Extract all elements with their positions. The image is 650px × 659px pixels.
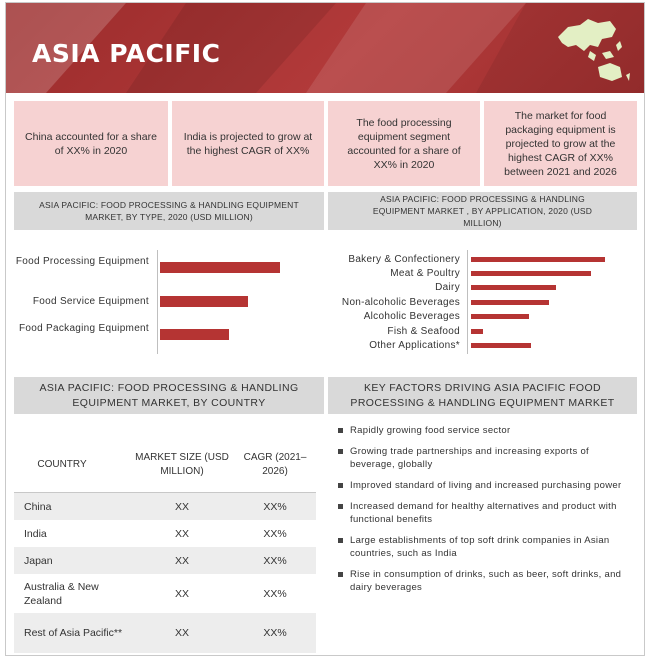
country-section-title: ASIA PACIFIC: FOOD PROCESSING & HANDLING EQUIPMENT MARKET, BY COUNTRY <box>14 377 324 414</box>
size-cell: XX <box>174 500 189 513</box>
list-item: Increased demand for healthy alternatives and product with functional benefits <box>336 500 632 526</box>
type-bar-food-processing <box>160 262 280 273</box>
header-market-size: MARKET SIZE (USD MILLION) <box>135 452 229 477</box>
type-chart-axis <box>157 250 158 354</box>
type-label-food-service: Food Service Equipment <box>32 296 149 307</box>
cagr-cell: XX% <box>263 587 287 600</box>
size-cell: XX <box>174 527 189 540</box>
app-label-non-alcoholic: Non-alcoholic Beverages <box>341 297 460 308</box>
highlight-card-china: China accounted for a share of XX% in 2020 <box>14 101 168 186</box>
country-table <box>14 438 316 653</box>
app-bar-meat <box>471 271 591 276</box>
app-label-bakery: Bakery & Confectionery <box>348 254 460 265</box>
country-cell: Australia & New Zealand <box>24 580 99 607</box>
asia-pacific-map-icon <box>554 15 634 87</box>
list-item: Rapidly growing food service sector <box>336 424 632 437</box>
app-bar-fish <box>471 329 483 334</box>
cagr-cell: XX% <box>263 527 287 540</box>
header-cagr: CAGR (2021–2026) <box>243 452 307 477</box>
app-label-dairy: Dairy <box>435 282 460 293</box>
type-label-food-packaging: Food Packaging Equipment <box>18 323 149 334</box>
key-factors-list <box>336 424 632 602</box>
app-label-fish: Fish & Seafood <box>387 326 460 337</box>
table-row <box>14 574 316 613</box>
app-bar-non-alcoholic <box>471 300 549 305</box>
size-cell: XX <box>174 554 189 567</box>
app-bar-dairy <box>471 285 556 290</box>
size-cell: XX <box>174 587 189 600</box>
application-chart-title: ASIA PACIFIC: FOOD PROCESSING & HANDLING EQUIPMENT MARKET , BY APPLICATION, 2020 (USD MILLION) <box>328 192 637 230</box>
table-row <box>14 520 316 547</box>
country-cell: Rest of Asia Pacific** <box>24 627 123 639</box>
header-banner <box>6 3 644 93</box>
application-chart-axis <box>467 250 468 354</box>
country-cell: China <box>24 500 52 513</box>
table-row <box>14 547 316 574</box>
app-label-meat: Meat & Poultry <box>390 268 460 279</box>
country-cell: India <box>24 527 47 540</box>
header-country: COUNTRY <box>37 459 87 470</box>
type-bar-food-packaging <box>160 329 229 340</box>
table-row <box>14 613 316 653</box>
factors-section-title: KEY FACTORS DRIVING ASIA PACIFIC FOOD PROCESSING & HANDLING EQUIPMENT MARKET <box>328 377 637 414</box>
app-label-other: Other Applications* <box>369 340 460 351</box>
table-header <box>14 438 316 493</box>
type-bar-food-service <box>160 296 248 307</box>
list-item: Growing trade partnerships and increasing exports of beverage, globally <box>336 445 632 471</box>
app-bar-other <box>471 343 531 348</box>
page-title: ASIA PACIFIC <box>32 39 221 68</box>
table-row <box>14 493 316 520</box>
list-item: Large establishments of top soft drink companies in Asian countries, such as India <box>336 534 632 560</box>
app-bar-bakery <box>471 257 605 262</box>
country-cell: Japan <box>24 554 53 567</box>
cagr-cell: XX% <box>263 627 287 639</box>
list-item: Improved standard of living and increased purchasing power <box>336 479 632 492</box>
highlight-card-india: India is projected to grow at the highest CAGR of XX% <box>172 101 324 186</box>
type-label-food-processing: Food Processing Equipment <box>15 256 149 267</box>
app-bar-alcoholic <box>471 314 529 319</box>
type-chart-title: ASIA PACIFIC: FOOD PROCESSING & HANDLING EQUIPMENT MARKET, BY TYPE, 2020 (USD MILLION) <box>14 192 324 230</box>
app-label-alcoholic: Alcoholic Beverages <box>363 311 460 322</box>
list-item: Rise in consumption of drinks, such as beer, soft drinks, and dairy beverages <box>336 568 632 594</box>
cagr-cell: XX% <box>263 500 287 513</box>
cagr-cell: XX% <box>263 554 287 567</box>
highlight-card-processing: The food processing equipment segment accounted for a share of XX% in 2020 <box>328 101 480 186</box>
highlight-card-packaging: The market for food packaging equipment is projected to grow at the highest CAGR of XX% between 2021 and 2026 <box>484 101 637 186</box>
size-cell: XX <box>174 627 189 639</box>
